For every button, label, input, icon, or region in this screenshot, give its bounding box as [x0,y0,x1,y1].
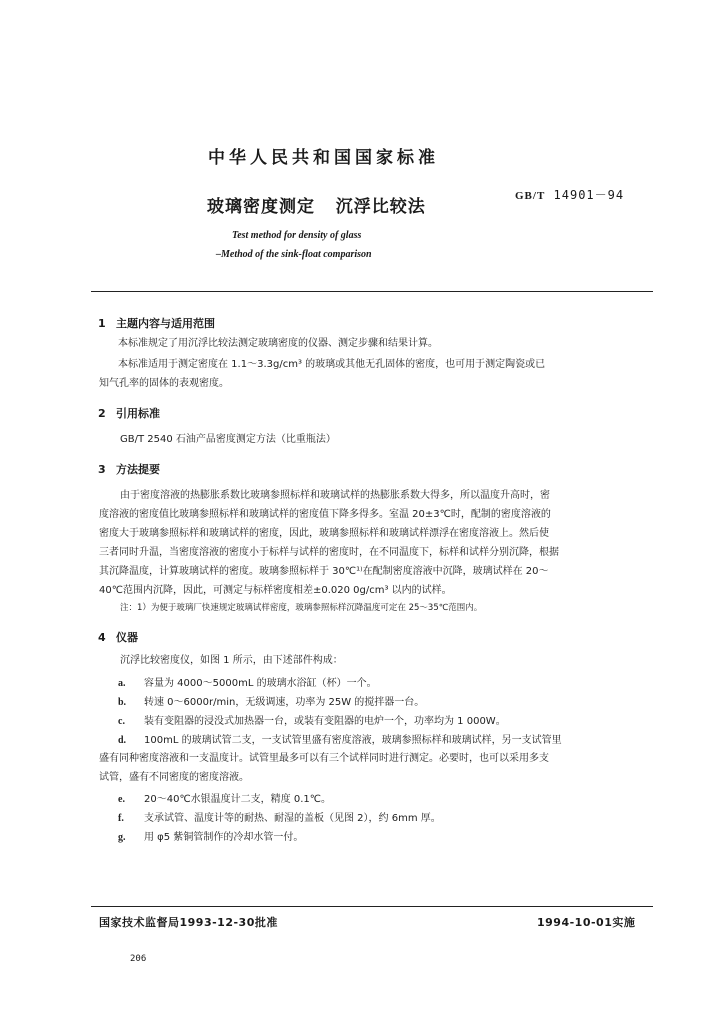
paragraph-line: 40℃范围内沉降，因此，可测定与标样密度相差±0.020 0g/cm³ 以内的试样。 [99,585,452,596]
standard-code [515,186,624,203]
section-title: 引用标准 [116,407,160,420]
paragraph-line: 密度大于玻璃参照标样和玻璃试样的密度，因此，玻璃参照标样和玻璃试样漂浮在密度溶液上。然后使 [99,528,549,539]
list-item [118,731,658,746]
document-title: 玻璃密度测定 沉浮比较法 [207,197,426,217]
paragraph-line: 试管，盛有不同密度的密度溶液。 [99,772,249,783]
list-text: 转速 0～6000r/min，无级调速，功率为 25W 的搅拌器一台。 [144,697,425,708]
list-marker: c. [118,716,125,727]
list-text: 装有变阻器的浸没式加热器一台，或装有变阻器的电炉一个，功率均为 1 000W。 [144,716,506,727]
standard-code-number: 14901－94 [553,188,625,202]
list-marker: g. [118,832,126,843]
paragraph-line: 本标准规定了用沉浮比较法测定玻璃密度的仪器、测定步骤和结果计算。 [118,338,438,349]
english-title-line-1: Test method for density of glass [232,230,362,241]
list-marker: e. [118,794,125,805]
paragraph-line: 其沉降温度，计算玻璃试样的密度。玻璃参照标样于 30℃¹⁾在配制密度溶液中沉降，玻璃试样在 20～ [99,566,549,577]
list-item [118,809,658,824]
section-number: 2 [98,407,106,420]
section-title: 主题内容与适用范围 [116,317,215,330]
list-item [118,828,658,843]
paragraph-line: 沉浮比较密度仪，如图 1 所示，由下述部件构成： [120,655,343,666]
section-number: 3 [98,463,106,476]
section-heading [98,315,215,331]
list-marker: d. [118,735,127,746]
paragraph-line: 知气孔率的固体的表观密度。 [99,378,229,389]
section-title: 方法提要 [116,463,160,476]
english-title-line-2: –Method of the sink-float comparison [216,249,372,260]
section-number: 4 [98,631,106,644]
list-text: 20～40℃水银温度计二支，精度 0.1℃。 [144,794,331,805]
list-item [118,790,658,805]
list-text: 100mL 的玻璃试管二支，一支试管里盛有密度溶液，玻璃参照标样和玻璃试样，另一支试管里 [144,735,562,746]
effective-date: 1994-10-01实施 [537,916,636,929]
paragraph-line: 度溶液的密度值比玻璃参照标样和玻璃试样的密度值下降多得多。室温 20±3℃时，配制的密度溶液的 [99,509,551,520]
section-heading [98,405,160,421]
footnote: 注：1）为便于玻璃厂快速规定玻璃试样密度，玻璃参照标样沉降温度可定在 25～35℃范围内。 [120,603,483,613]
list-text: 用 φ5 紫铜管制作的冷却水管一付。 [144,832,304,843]
footer-divider [91,906,653,907]
section-number: 1 [98,317,106,330]
paragraph-line: 由于密度溶液的热膨胀系数比玻璃参照标样和玻璃试样的热膨胀系数大得多，所以温度升高时，密 [120,490,550,501]
list-text: 支承试管、温度计等的耐热、耐湿的盖板（见图 2），约 6mm 厚。 [144,813,441,824]
list-marker: a. [118,678,126,689]
page-number: 206 [130,954,147,964]
section-heading [98,461,160,477]
standard-code-prefix: GB/T [515,190,546,202]
list-item [118,693,658,708]
header-divider [91,291,653,292]
list-item [118,712,658,727]
standard-organization: 中华人民共和国国家标准 [208,148,439,168]
section-heading [98,629,138,645]
list-text: 容量为 4000～5000mL 的玻璃水浴缸（杯）一个。 [144,678,377,689]
section-title: 仪器 [116,631,138,644]
list-marker: b. [118,697,127,708]
reference-standard: GB/T 2540 石油产品密度测定方法（比重瓶法） [120,434,336,445]
list-marker: f. [118,813,124,824]
approval-date: 国家技术监督局1993-12-30批准 [99,916,278,929]
paragraph-line: 盛有同种密度溶液和一支温度计。试管里最多可以有三个试样同时进行测定。必要时，也可以采用多支 [99,753,549,764]
paragraph-line: 三者同时升温，当密度溶液的密度小于标样与试样的密度时，在不同温度下，标样和试样分别沉降，根据 [99,547,559,558]
list-item [118,674,658,689]
paragraph-line: 本标准适用于测定密度在 1.1～3.3g/cm³ 的玻璃或其他无孔固体的密度，也可用于测定陶瓷或已 [118,359,546,370]
